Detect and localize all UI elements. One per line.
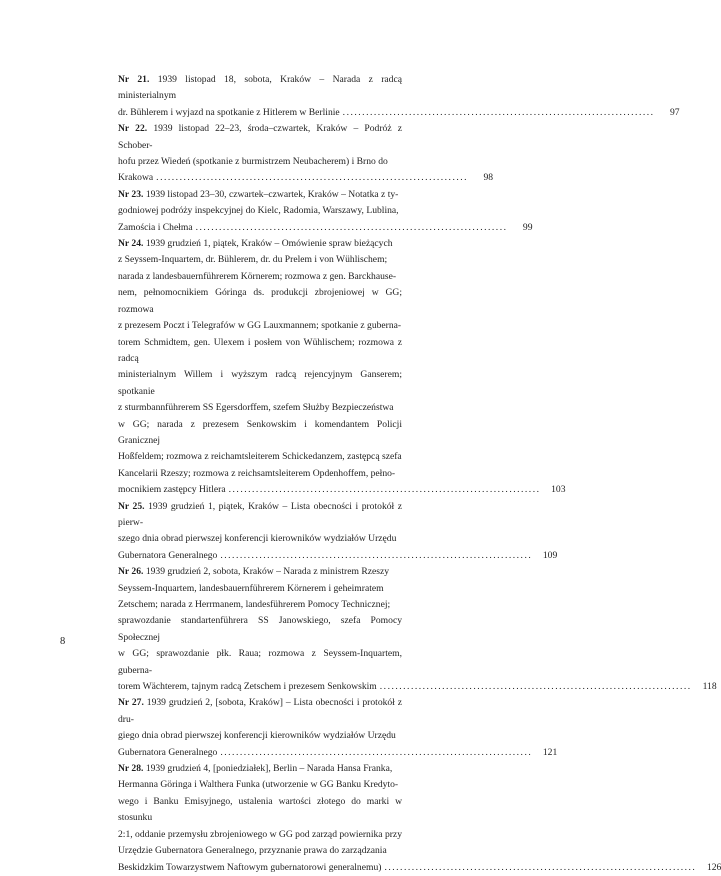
toc-entry <box>118 761 721 876</box>
entry-number: Nr 28. <box>118 763 144 775</box>
entry-text: 1939 listopad 22–23, środa–czwartek, Kraków – Podróż z Schober- <box>118 123 402 151</box>
entry-text: Kancelarii Rzeszy; rozmowa z reichsamtsleiterem Opdenhoffem, pełno- <box>118 467 396 479</box>
toc-entry-line <box>118 203 402 219</box>
toc-entry-line <box>118 72 402 105</box>
entry-number: Nr 26. <box>118 566 144 578</box>
toc-entry-line <box>118 121 402 154</box>
entry-text: nem, pełnomocnikiem Góringa ds. produkcji zbrojeniowej w GG; rozmowa <box>118 287 402 315</box>
dot-leader: ................................................................................ <box>342 106 655 118</box>
entry-text: w GG; sprawozdanie płk. Raua; rozmowa z Seyssem-Inquartem, guberna- <box>118 648 402 676</box>
entry-text: Hoßfeldem; rozmowa z reichamtsleiterem Schickedanzem, zastępcą szefa <box>118 451 402 463</box>
entry-text: Krakowa <box>118 172 154 184</box>
entry-text: wego i Banku Emisyjnego, ustalenia wartości złotego do marki w stosunku <box>118 795 402 824</box>
entry-text: Zetschem; narada z Herrmanem, landesführerem Pomocy Technicznej; <box>118 599 391 610</box>
entry-text: Seyssem-Inquartem, landesbauernführerem Körnerem i geheimratem <box>118 582 384 594</box>
toc-entry-last-line <box>118 170 494 186</box>
toc-entry-line <box>118 843 402 859</box>
dot-leader: ................................................................................ <box>379 681 692 693</box>
entry-text: w GG; narada z prezesem Senkowskim i komendantem Policji Granicznej <box>118 418 402 446</box>
toc-entry-line <box>118 154 402 170</box>
toc-entry <box>118 236 566 499</box>
toc-entry <box>118 187 533 236</box>
entry-number: Nr 24. <box>118 238 144 250</box>
toc-entry-line <box>118 417 402 450</box>
entry-text: 1939 grudzień 1, piątek, Kraków – Lista obecności i protokół z pierw- <box>118 500 403 528</box>
entry-number: Nr 27. <box>118 697 144 709</box>
table-of-contents <box>118 72 721 876</box>
entry-text: 1939 grudzień 1, piątek, Kraków – Omówienie spraw bieżących <box>145 238 393 250</box>
entry-text: 2:1, oddanie przemysłu zbrojeniowego w GG pod zarząd powiernika przy <box>118 828 402 840</box>
toc-entry-line <box>118 449 402 465</box>
toc-entry-line <box>118 827 402 843</box>
toc-entry-line <box>118 646 402 679</box>
toc-entry-line <box>118 367 402 400</box>
toc-entry <box>118 695 558 761</box>
entry-text: narada z landesbauernführerem Körnerem; rozmowa z gen. Barckhause- <box>118 270 397 282</box>
entry-text: 1939 grudzień 2, sobota, Kraków – Narada z ministrem Rzeszy <box>145 566 390 578</box>
entry-text: godniowej podróży inspekcyjnej do Kielc, Radomia, Warszawy, Lublina, <box>118 205 399 217</box>
toc-entry-last-line <box>118 860 721 876</box>
toc-entry <box>118 121 494 187</box>
toc-entry <box>118 499 558 565</box>
page-number: 8 <box>60 636 66 647</box>
toc-entry-line <box>118 499 402 532</box>
entry-text: hofu przez Wiedeń (spotkanie z burmistrzem Neubacherem) i Brno do <box>118 156 388 168</box>
entry-text: 1939 grudzień 4, [poniedziałek], Berlin – Narada Hansa Franka, <box>145 763 393 775</box>
toc-entry-line <box>118 285 402 318</box>
entry-text: 1939 grudzień 2, [sobota, Kraków] – Lista obecności i protokół z dru- <box>118 697 403 725</box>
entry-number: Nr 23. <box>118 188 144 200</box>
entry-text: Urzędzie Gubernatora Generalnego, przyznanie prawa do zarządzania <box>118 845 387 857</box>
dot-leader: ................................................................................ <box>156 172 469 184</box>
toc-entry-line <box>118 531 402 547</box>
toc-entry-line <box>118 269 402 285</box>
toc-entry-line <box>118 613 402 646</box>
toc-entry-line <box>118 777 402 793</box>
toc-entry-line <box>118 318 402 334</box>
entry-page-number: 121 <box>542 746 558 758</box>
entry-number: Nr 21. <box>118 74 150 85</box>
entry-text: z sturmbannführerem SS Egersdorffem, szefem Służby Bezpieczeństwa <box>118 402 394 414</box>
dot-leader: ................................................................................ <box>228 484 541 496</box>
toc-entry-line <box>118 400 402 416</box>
entry-text: Zamościa i Chełma <box>118 221 193 233</box>
toc-entry-line <box>118 761 402 777</box>
entry-text: torem Schmidtem, gen. Ulexem i posłem von Wühlischem; rozmowa z radcą <box>118 336 402 364</box>
toc-entry-last-line <box>118 482 566 498</box>
entry-text: giego dnia obrad pierwszej konferencji kierowników wydziałów Urzędu <box>118 730 396 742</box>
toc-entry-line <box>118 794 402 827</box>
entry-text: 1939 listopad 18, sobota, Kraków – Narada z radcą ministerialnym <box>118 74 402 102</box>
entry-page-number: 97 <box>669 106 680 118</box>
toc-entry-last-line <box>118 220 533 236</box>
toc-entry-last-line <box>118 745 558 761</box>
entry-text: sprawozdanie standartenführera SS Janowskiego, szefa Pomocy Społecznej <box>118 615 402 643</box>
entry-number: Nr 22. <box>118 123 148 135</box>
entry-text: 1939 listopad 23–30, czwartek–czwartek, Kraków – Notatka z ty- <box>145 188 399 200</box>
toc-entry-line <box>118 252 402 268</box>
toc-entry <box>118 564 717 695</box>
toc-entry-last-line <box>118 105 680 121</box>
toc-entry-line <box>118 564 402 580</box>
entry-page-number: 109 <box>542 549 558 561</box>
toc-entry-line <box>118 695 402 728</box>
toc-entry-last-line <box>118 679 717 695</box>
entry-text: Gubernatora Generalnego <box>118 549 218 561</box>
entry-text: z Seyssem-Inquartem, dr. Bühlerem, dr. du Prelem i von Wühlischem; <box>118 254 388 266</box>
dot-leader: ................................................................................ <box>220 549 533 561</box>
entry-text: dr. Bühlerem i wyjazd na spotkanie z Hitlerem w Berlinie <box>118 106 340 118</box>
entry-number: Nr 25. <box>118 500 145 512</box>
toc-entry-last-line <box>118 548 558 564</box>
toc-entry-line <box>118 597 402 613</box>
entry-text: ministerialnym Willem i wyższym radcą rejencyjnym Ganserem; spotkanie <box>118 369 402 397</box>
entry-page-number: 103 <box>551 484 566 496</box>
entry-page-number: 99 <box>522 221 533 233</box>
entry-text: szego dnia obrad pierwszej konferencji kierowników wydziałów Urzędu <box>118 533 397 545</box>
entry-text: torem Wächterem, tajnym radcą Zetschem i prezesem Senkowskim <box>118 681 377 693</box>
entry-text: Hermanna Göringa i Walthera Funka (utworzenie w GG Banku Kredyto- <box>118 779 399 791</box>
dot-leader: ................................................................................ <box>195 221 508 233</box>
toc-entry-line <box>118 581 402 597</box>
dot-leader: ................................................................................ <box>384 861 697 873</box>
toc-entry <box>118 72 680 121</box>
entry-text: Gubernatora Generalnego <box>118 746 218 758</box>
toc-entry-line <box>118 335 402 368</box>
entry-text: Beskidzkim Towarzystwem Naftowym gubernatorowi generalnemu) <box>118 861 382 873</box>
entry-page-number: 126 <box>706 861 721 873</box>
entry-text: mocnikiem zastępcy Hitlera <box>118 484 226 496</box>
toc-entry-line <box>118 466 402 482</box>
toc-entry-line <box>118 728 402 744</box>
toc-entry-line <box>118 236 402 252</box>
entry-page-number: 118 <box>702 681 717 693</box>
entry-page-number: 98 <box>483 172 494 184</box>
dot-leader: ................................................................................ <box>220 746 533 758</box>
entry-text: z prezesem Poczt i Telegrafów w GG Lauxmannem; spotkanie z guberna- <box>118 320 402 332</box>
toc-entry-line <box>118 187 402 203</box>
